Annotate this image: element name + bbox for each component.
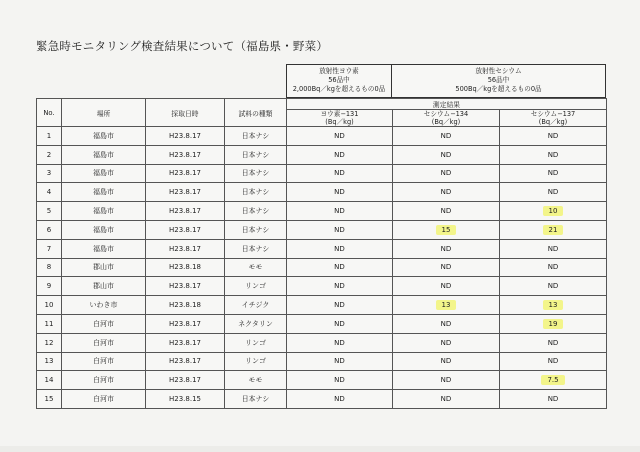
- cell-cs134: [393, 258, 500, 277]
- cell-item-value: リンゴ: [245, 338, 266, 347]
- cell-cs137-value: ND: [547, 169, 559, 178]
- cell-cs137-value: ND: [547, 263, 559, 272]
- cell-no-value: 12: [44, 338, 54, 347]
- cell-no: [37, 390, 62, 409]
- cell-cs134-value: ND: [440, 188, 452, 197]
- header-place: 場所: [62, 99, 146, 127]
- cell-item: [225, 371, 287, 390]
- cell-item: [225, 296, 287, 315]
- cell-date: [146, 314, 225, 333]
- cell-i131: [287, 164, 393, 183]
- cell-date-value: H23.8.18: [169, 263, 201, 272]
- cell-no-value: 5: [46, 207, 52, 216]
- header-cs134: [393, 110, 500, 127]
- cell-no: [37, 277, 62, 296]
- cell-item-value: 日本ナシ: [241, 207, 270, 216]
- cell-cs137: [500, 164, 607, 183]
- cell-cs137: [500, 202, 607, 221]
- cell-place-value: 郡山市: [93, 282, 114, 291]
- cell-i131-value: ND: [334, 357, 345, 366]
- cell-no: [37, 258, 62, 277]
- cell-no-value: 7: [46, 244, 52, 253]
- table-row: [37, 296, 607, 315]
- table-row: [37, 239, 607, 258]
- cell-no: [37, 352, 62, 371]
- table-row: [37, 371, 607, 390]
- cell-cs137: [500, 183, 607, 202]
- header-no: No.: [37, 99, 62, 127]
- cell-i131-value: ND: [334, 225, 345, 234]
- cell-cs137: [500, 314, 607, 333]
- cell-cs134-value: ND: [440, 244, 452, 253]
- cell-item: [225, 258, 287, 277]
- cell-no: [37, 314, 62, 333]
- cell-date: [146, 220, 225, 239]
- cell-i131: [287, 127, 393, 146]
- cell-date: [146, 258, 225, 277]
- cell-no-value: 10: [44, 301, 54, 310]
- cell-cs134-value: ND: [440, 338, 452, 347]
- cell-date: [146, 127, 225, 146]
- cell-cs137-value: 13: [543, 300, 564, 310]
- cell-date: [146, 352, 225, 371]
- cell-i131-value: ND: [334, 207, 345, 216]
- cell-i131: [287, 352, 393, 371]
- cell-no: [37, 220, 62, 239]
- cell-i131-value: ND: [334, 319, 345, 328]
- cell-place-value: 白河市: [93, 376, 114, 385]
- cell-no-value: 13: [44, 357, 54, 366]
- header-i131: [287, 110, 393, 127]
- cell-no: [37, 164, 62, 183]
- cell-place: [62, 371, 146, 390]
- cell-item: [225, 352, 287, 371]
- cell-item: [225, 314, 287, 333]
- cell-place-value: 福島市: [93, 207, 114, 216]
- cell-item-value: 日本ナシ: [241, 131, 270, 140]
- cell-place-value: 郡山市: [93, 263, 114, 272]
- cell-no: [37, 145, 62, 164]
- cell-place: [62, 277, 146, 296]
- cell-place: [62, 127, 146, 146]
- cell-cs137-value: ND: [547, 395, 559, 404]
- cell-cs134-value: ND: [440, 131, 452, 140]
- cell-cs137: [500, 333, 607, 352]
- cell-i131-value: ND: [334, 244, 345, 253]
- cell-no-value: 11: [44, 319, 54, 328]
- cell-cs134: [393, 390, 500, 409]
- cell-cs137: [500, 390, 607, 409]
- table-row: [37, 258, 607, 277]
- cell-i131-value: ND: [334, 169, 345, 178]
- table-row: [37, 333, 607, 352]
- cell-item-value: リンゴ: [245, 357, 266, 366]
- cell-item: [225, 220, 287, 239]
- cell-no-value: 3: [46, 169, 52, 178]
- cell-item: [225, 164, 287, 183]
- table-row: [37, 314, 607, 333]
- cell-no: [37, 183, 62, 202]
- cell-date-value: H23.8.17: [169, 150, 201, 159]
- cell-item-value: 日本ナシ: [241, 244, 270, 253]
- table-row: [37, 127, 607, 146]
- cell-place: [62, 145, 146, 164]
- cell-date: [146, 333, 225, 352]
- cell-cs134-value: 13: [436, 300, 457, 310]
- cell-date-value: H23.8.17: [169, 131, 201, 140]
- cell-i131-value: ND: [334, 301, 345, 310]
- cell-i131-value: ND: [334, 376, 345, 385]
- cell-cs134: [393, 202, 500, 221]
- cell-date: [146, 202, 225, 221]
- cell-cs134: [393, 352, 500, 371]
- cell-place-value: 福島市: [93, 169, 114, 178]
- cell-i131: [287, 258, 393, 277]
- cell-cs134: [393, 183, 500, 202]
- cell-item-value: イチジク: [241, 301, 270, 310]
- cell-item-value: 日本ナシ: [241, 169, 270, 178]
- cell-item: [225, 333, 287, 352]
- cell-date-value: H23.8.17: [169, 357, 201, 366]
- cell-item: [225, 127, 287, 146]
- cell-cs134-value: ND: [440, 395, 452, 404]
- cell-place: [62, 258, 146, 277]
- cell-cs134: [393, 296, 500, 315]
- cell-cs137-value: 10: [543, 206, 564, 216]
- table-header-row-1: [37, 99, 607, 110]
- cell-cs134-value: 15: [436, 225, 457, 235]
- cell-cs134-value: ND: [440, 282, 452, 291]
- table-row: [37, 202, 607, 221]
- cell-cs137: [500, 277, 607, 296]
- cell-cs134: [393, 333, 500, 352]
- cell-date-value: H23.8.17: [169, 244, 201, 253]
- cell-item: [225, 277, 287, 296]
- cell-i131: [287, 145, 393, 164]
- cell-cs134: [393, 164, 500, 183]
- cell-i131: [287, 220, 393, 239]
- cell-place: [62, 183, 146, 202]
- cell-place: [62, 333, 146, 352]
- cell-date-value: H23.8.17: [169, 282, 201, 291]
- cell-no: [37, 333, 62, 352]
- cell-place-value: 福島市: [93, 188, 114, 197]
- table-row: [37, 277, 607, 296]
- cell-cs134-value: ND: [440, 207, 452, 216]
- cell-i131: [287, 333, 393, 352]
- cell-cs137-value: ND: [547, 188, 559, 197]
- iodine-summary-line1: 放射性ヨウ素: [319, 67, 359, 75]
- cell-place-value: 白河市: [93, 395, 114, 404]
- cell-i131-value: ND: [334, 263, 345, 272]
- cell-item: [225, 183, 287, 202]
- header-measurement-group: 測定結果: [287, 99, 607, 110]
- cesium-summary-box: [391, 64, 606, 98]
- cell-item: [225, 202, 287, 221]
- cell-i131: [287, 314, 393, 333]
- cell-cs137-value: ND: [547, 282, 559, 291]
- cell-date: [146, 390, 225, 409]
- header-cs137-unit: (Bq／kg): [538, 118, 568, 126]
- cell-cs137: [500, 145, 607, 164]
- cell-no: [37, 127, 62, 146]
- cell-no-value: 8: [46, 263, 52, 272]
- cell-cs137-value: ND: [547, 150, 559, 159]
- header-cs137: [500, 110, 607, 127]
- cell-date: [146, 371, 225, 390]
- page-bottom-edge: [0, 446, 640, 452]
- cell-i131: [287, 296, 393, 315]
- cell-place-value: 福島市: [93, 244, 114, 253]
- cell-no-value: 6: [46, 225, 52, 234]
- cell-date-value: H23.8.17: [169, 169, 201, 178]
- cell-cs134: [393, 277, 500, 296]
- table-row: [37, 390, 607, 409]
- cell-cs137: [500, 258, 607, 277]
- cell-cs137-value: ND: [547, 244, 559, 253]
- cell-no-value: 2: [46, 150, 52, 159]
- cell-cs134-value: ND: [440, 376, 452, 385]
- cell-cs134-value: ND: [440, 150, 452, 159]
- table-row: [37, 145, 607, 164]
- cell-place: [62, 352, 146, 371]
- cell-cs137-value: ND: [547, 357, 559, 366]
- cell-cs134-value: ND: [440, 169, 452, 178]
- cell-cs134-value: ND: [440, 263, 452, 272]
- cell-place-value: 福島市: [93, 225, 114, 234]
- cell-date: [146, 164, 225, 183]
- cell-date-value: H23.8.17: [169, 225, 201, 234]
- cell-cs137-value: 7.5: [541, 375, 564, 385]
- cell-date-value: H23.8.17: [169, 188, 201, 197]
- iodine-summary-box: [286, 64, 392, 98]
- cell-place: [62, 314, 146, 333]
- cell-place: [62, 239, 146, 258]
- cell-i131-value: ND: [334, 395, 345, 404]
- cell-item-value: 日本ナシ: [241, 150, 270, 159]
- cell-place-value: 白河市: [93, 357, 114, 366]
- cell-date-value: H23.8.17: [169, 319, 201, 328]
- cell-i131: [287, 202, 393, 221]
- cell-item: [225, 390, 287, 409]
- cell-date-value: H23.8.17: [169, 376, 201, 385]
- cell-date: [146, 239, 225, 258]
- cell-place: [62, 202, 146, 221]
- cell-date-value: H23.8.17: [169, 207, 201, 216]
- cell-date: [146, 145, 225, 164]
- cell-no: [37, 202, 62, 221]
- header-date: 採取日時: [146, 99, 225, 127]
- cell-i131: [287, 371, 393, 390]
- cell-no-value: 9: [46, 282, 52, 291]
- results-table: [36, 98, 607, 409]
- cell-item: [225, 145, 287, 164]
- cell-i131-value: ND: [334, 188, 345, 197]
- iodine-summary-line3: 2,000Bq／kgを超えるもの0品: [292, 85, 386, 93]
- cell-cs137-value: ND: [547, 338, 559, 347]
- cell-date-value: H23.8.17: [169, 338, 201, 347]
- cell-date: [146, 296, 225, 315]
- cell-cs134: [393, 239, 500, 258]
- table-row: [37, 220, 607, 239]
- header-item: 試料の種類: [225, 99, 287, 127]
- cell-i131-value: ND: [334, 150, 345, 159]
- cell-date: [146, 277, 225, 296]
- cell-cs134: [393, 220, 500, 239]
- cell-no: [37, 371, 62, 390]
- table-row: [37, 183, 607, 202]
- cell-date: [146, 183, 225, 202]
- cell-cs137: [500, 371, 607, 390]
- cell-place-value: 福島市: [93, 150, 114, 159]
- cell-i131: [287, 183, 393, 202]
- cell-cs134-value: ND: [440, 357, 452, 366]
- cell-cs137: [500, 352, 607, 371]
- cell-place-value: いわき市: [89, 301, 118, 310]
- cell-no: [37, 239, 62, 258]
- cell-place-value: 福島市: [93, 131, 114, 140]
- cesium-summary-line3: 500Bq／kgを超えるもの0品: [455, 85, 542, 93]
- cell-cs137: [500, 127, 607, 146]
- cell-i131-value: ND: [334, 282, 345, 291]
- cell-cs137: [500, 220, 607, 239]
- cell-no-value: 15: [44, 395, 54, 404]
- header-cs134-unit: (Bq／kg): [431, 118, 461, 126]
- cell-item-value: モモ: [248, 376, 263, 385]
- cell-cs137-value: ND: [547, 131, 559, 140]
- table-row: [37, 352, 607, 371]
- table-row: [37, 164, 607, 183]
- cell-item-value: モモ: [248, 263, 263, 272]
- cell-cs137-value: 19: [543, 319, 564, 329]
- cesium-summary-line2: 56品中: [487, 76, 510, 84]
- cell-place-value: 白河市: [93, 338, 114, 347]
- cell-cs137: [500, 296, 607, 315]
- cell-cs134: [393, 314, 500, 333]
- cell-place-value: 白河市: [93, 319, 114, 328]
- cell-i131: [287, 239, 393, 258]
- cell-cs134: [393, 145, 500, 164]
- cell-item-value: 日本ナシ: [241, 225, 270, 234]
- cell-i131: [287, 277, 393, 296]
- cesium-summary-line1: 放射性セシウム: [475, 67, 522, 75]
- cell-cs137: [500, 239, 607, 258]
- cell-no: [37, 296, 62, 315]
- cell-date-value: H23.8.15: [169, 395, 201, 404]
- cell-i131-value: ND: [334, 338, 345, 347]
- cell-place: [62, 220, 146, 239]
- header-cs134-label: セシウム−134: [423, 110, 469, 118]
- cell-item-value: 日本ナシ: [241, 395, 270, 404]
- cell-place: [62, 164, 146, 183]
- cell-no-value: 1: [46, 131, 52, 140]
- header-i131-unit: (Bq／kg): [325, 118, 354, 126]
- cell-no-value: 4: [46, 188, 52, 197]
- iodine-summary-line2: 56品中: [328, 76, 350, 84]
- cell-cs134: [393, 371, 500, 390]
- cell-item-value: ネクタリン: [238, 319, 273, 328]
- page-title: 緊急時モニタリング検査結果について（福島県・野菜）: [36, 39, 329, 53]
- cell-no-value: 14: [44, 376, 54, 385]
- cell-item-value: 日本ナシ: [241, 188, 270, 197]
- cell-date-value: H23.8.18: [169, 301, 201, 310]
- cell-place: [62, 390, 146, 409]
- cell-item-value: リンゴ: [245, 282, 266, 291]
- cell-i131: [287, 390, 393, 409]
- cell-place: [62, 296, 146, 315]
- header-i131-label: ヨウ素−131: [320, 110, 359, 118]
- cell-item: [225, 239, 287, 258]
- cell-i131-value: ND: [334, 131, 345, 140]
- cell-cs134: [393, 127, 500, 146]
- cell-cs134-value: ND: [440, 319, 452, 328]
- header-cs137-label: セシウム−137: [530, 110, 576, 118]
- cell-cs137-value: 21: [543, 225, 564, 235]
